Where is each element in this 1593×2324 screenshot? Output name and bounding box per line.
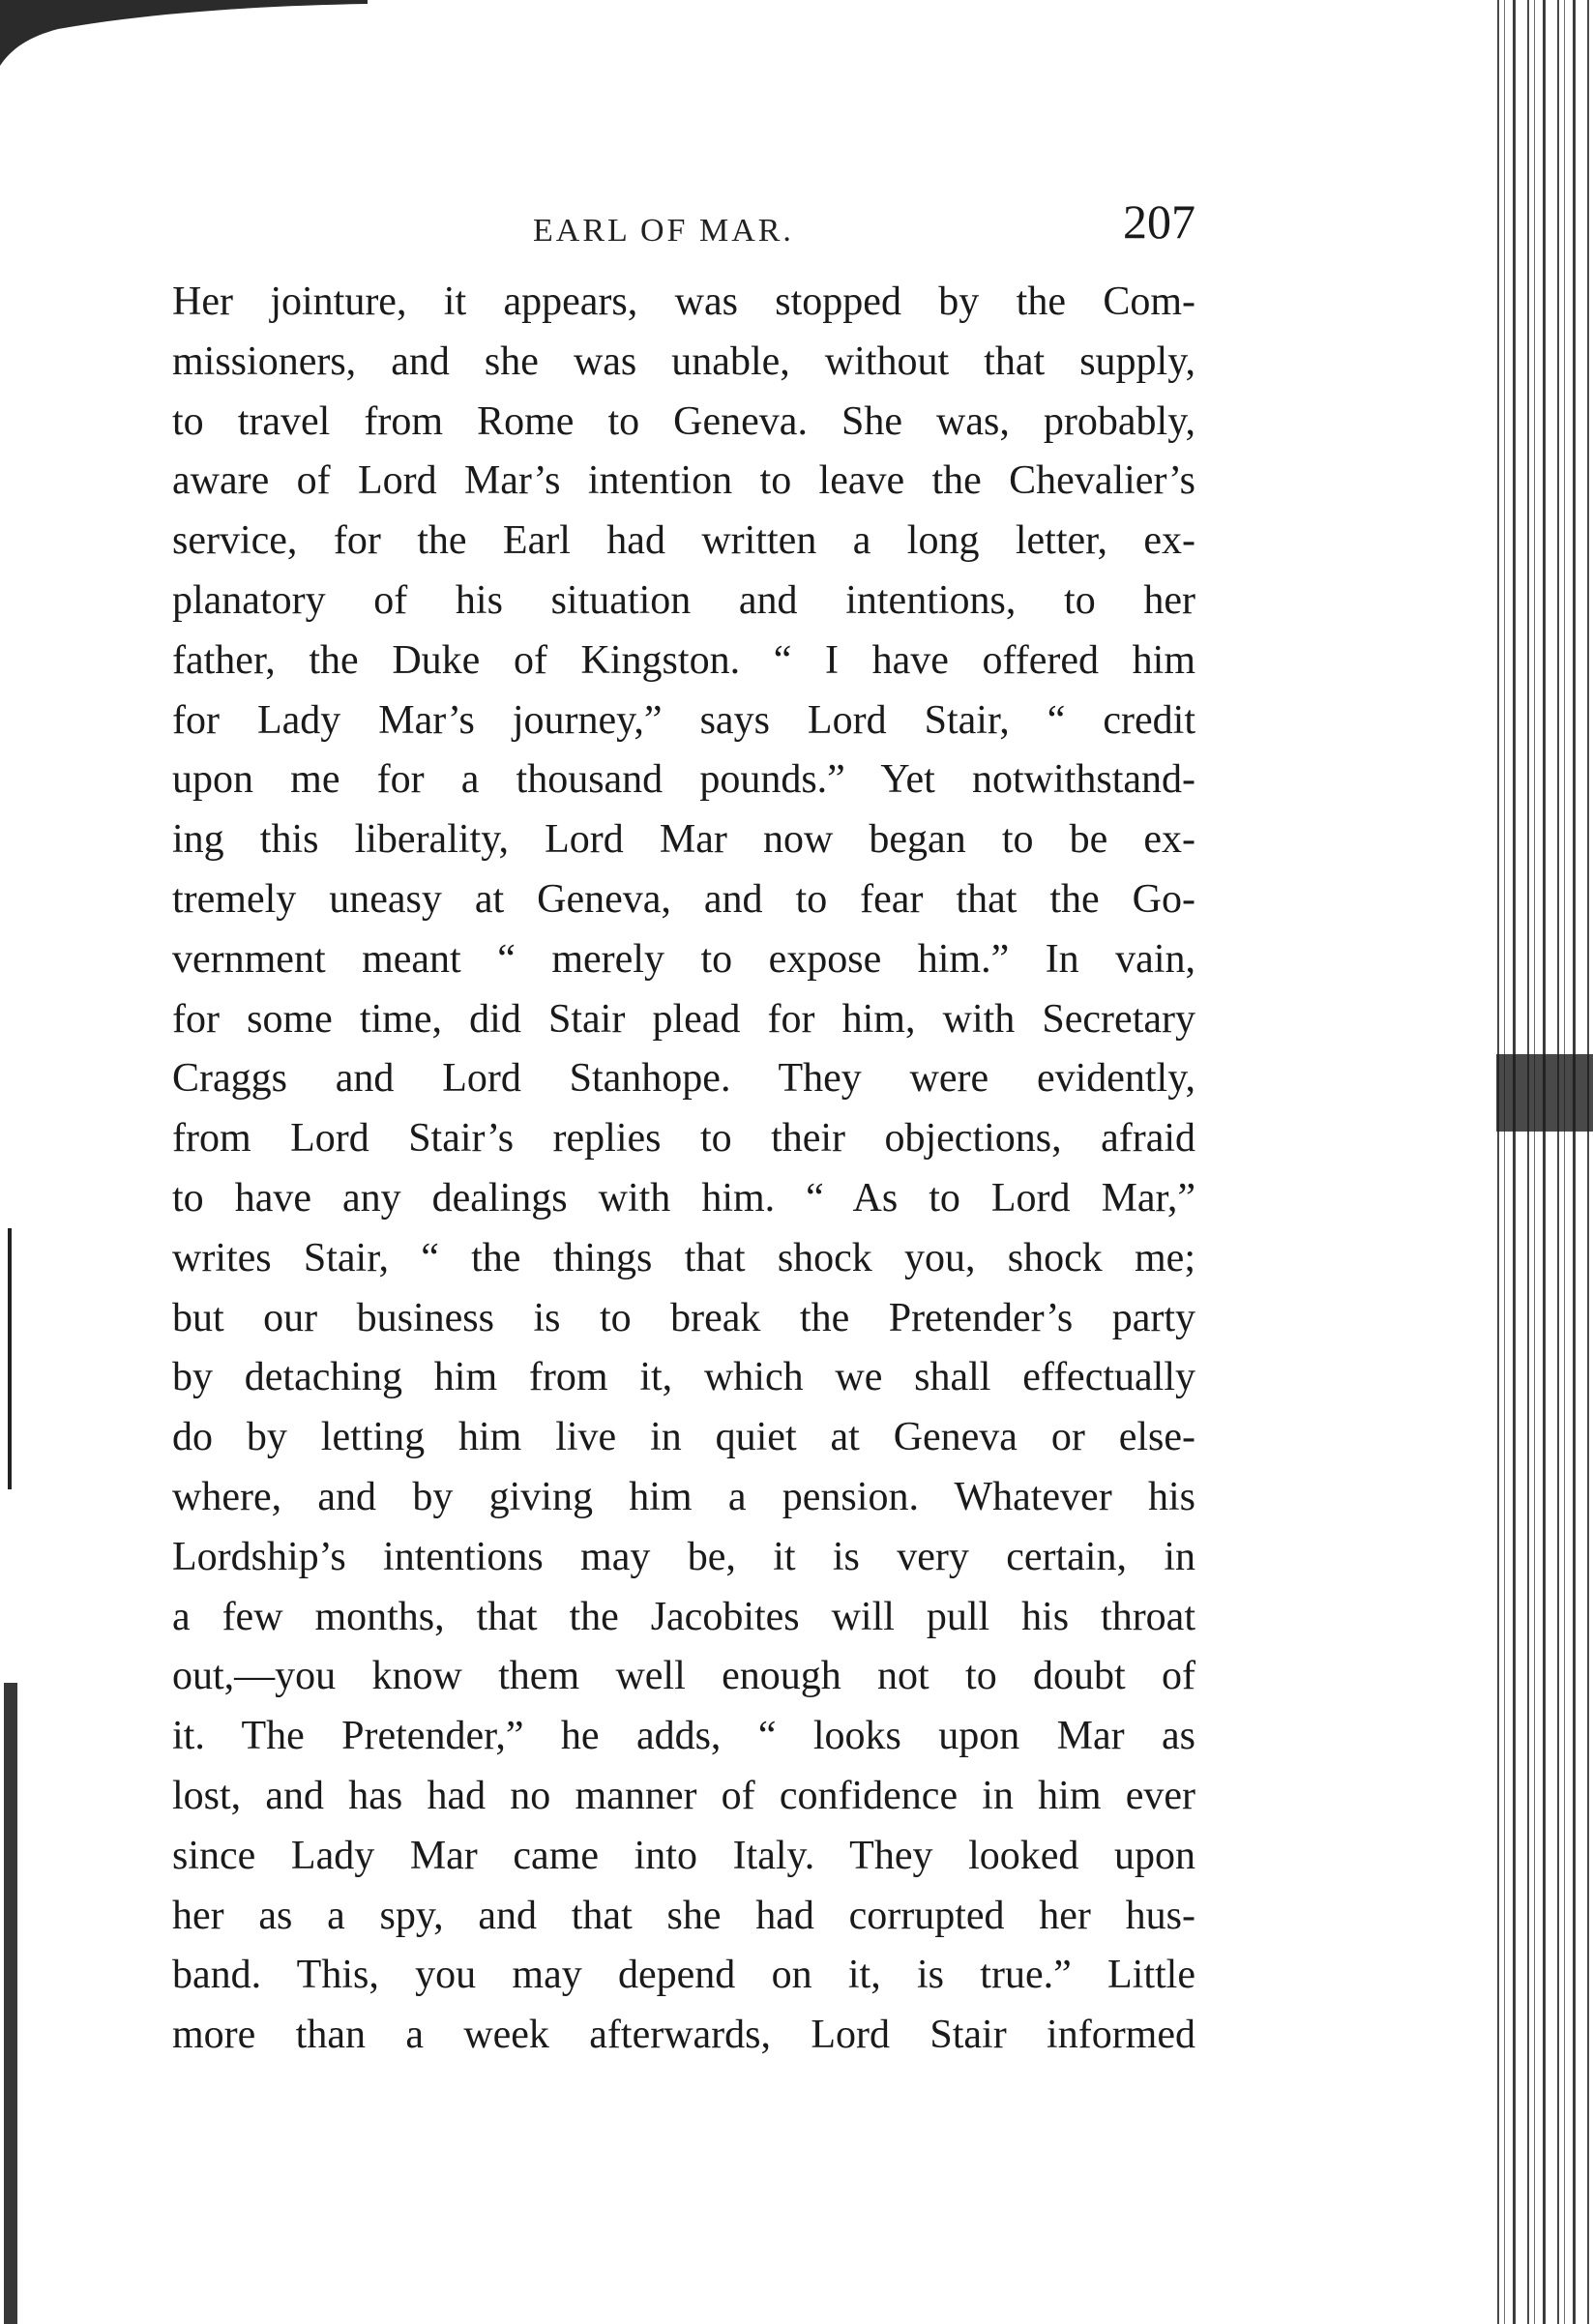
text-line: but our business is to break the Pretender’s party	[172, 1295, 1195, 1340]
text-line: writes Stair, “ the things that shock you, shock me;	[172, 1235, 1195, 1280]
text-line: Lordship’s intentions may be, it is very certain, in	[172, 1534, 1195, 1579]
text-line: band. This, you may depend on it, is true.” Little	[172, 1953, 1195, 1998]
text-line: tremely uneasy at Geneva, and to fear that the Go-	[172, 876, 1195, 922]
text-line: more than a week afterwards, Lord Stair informed	[172, 2013, 1195, 2058]
text-line: for Lady Mar’s journey,” says Lord Stair, “ credit	[172, 697, 1195, 743]
body-text	[172, 273, 1195, 2066]
text-line: where, and by giving him a pension. Whatever his	[172, 1474, 1195, 1519]
text-line: by detaching him from it, which we shall effectually	[172, 1355, 1195, 1400]
text-line: upon me for a thousand pounds.” Yet notwithstand-	[172, 757, 1195, 803]
text-line: missioners, and she was unable, without that supply,	[172, 338, 1195, 384]
text-line: her as a spy, and that she had corrupted her hus-	[172, 1893, 1195, 1938]
text-line: lost, and has had no manner of confidence in him ever	[172, 1773, 1195, 1818]
text-line: since Lady Mar came into Italy. They looked upon	[172, 1833, 1195, 1878]
text-line: it. The Pretender,” he adds, “ looks upon Mar as	[172, 1714, 1195, 1759]
scan-left-margin-mark	[4, 1683, 17, 2324]
text-line: vernment meant “ merely to expose him.” In vain,	[172, 936, 1195, 982]
text-line: Craggs and Lord Stanhope. They were evidently,	[172, 1056, 1195, 1102]
running-title: EARL OF MAR.	[533, 213, 794, 249]
text-line: out,—you know them well enough not to doubt of	[172, 1654, 1195, 1699]
text-line: a few months, that the Jacobites will pull his throat	[172, 1594, 1195, 1639]
scan-corner-smudge	[0, 0, 368, 68]
text-line: to travel from Rome to Geneva. She was, probably,	[172, 398, 1195, 444]
text-line: to have any dealings with him. “ As to Lord Mar,”	[172, 1175, 1195, 1221]
running-head	[170, 184, 1195, 271]
text-line: Her jointure, it appears, was stopped by the Com-	[172, 279, 1195, 324]
page-number: 207	[1123, 194, 1195, 249]
scan-left-margin-mark	[8, 1228, 12, 1489]
text-line: aware of Lord Mar’s intention to leave the Chevalier’s	[172, 458, 1195, 504]
scan-binding-shadow	[1496, 1054, 1593, 1132]
text-line: for some time, did Stair plead for him, with Secretary	[172, 996, 1195, 1042]
scan-binding-edge	[1491, 0, 1593, 2324]
text-line: from Lord Stair’s replies to their objections, afraid	[172, 1116, 1195, 1162]
text-line: do by letting him live in quiet at Geneva or else-	[172, 1415, 1195, 1460]
text-line: service, for the Earl had written a long letter, ex-	[172, 518, 1195, 564]
text-line: father, the Duke of Kingston. “ I have offered him	[172, 637, 1195, 683]
text-line: planatory of his situation and intentions, to her	[172, 577, 1195, 623]
text-line: ing this liberality, Lord Mar now began to be ex-	[172, 817, 1195, 863]
